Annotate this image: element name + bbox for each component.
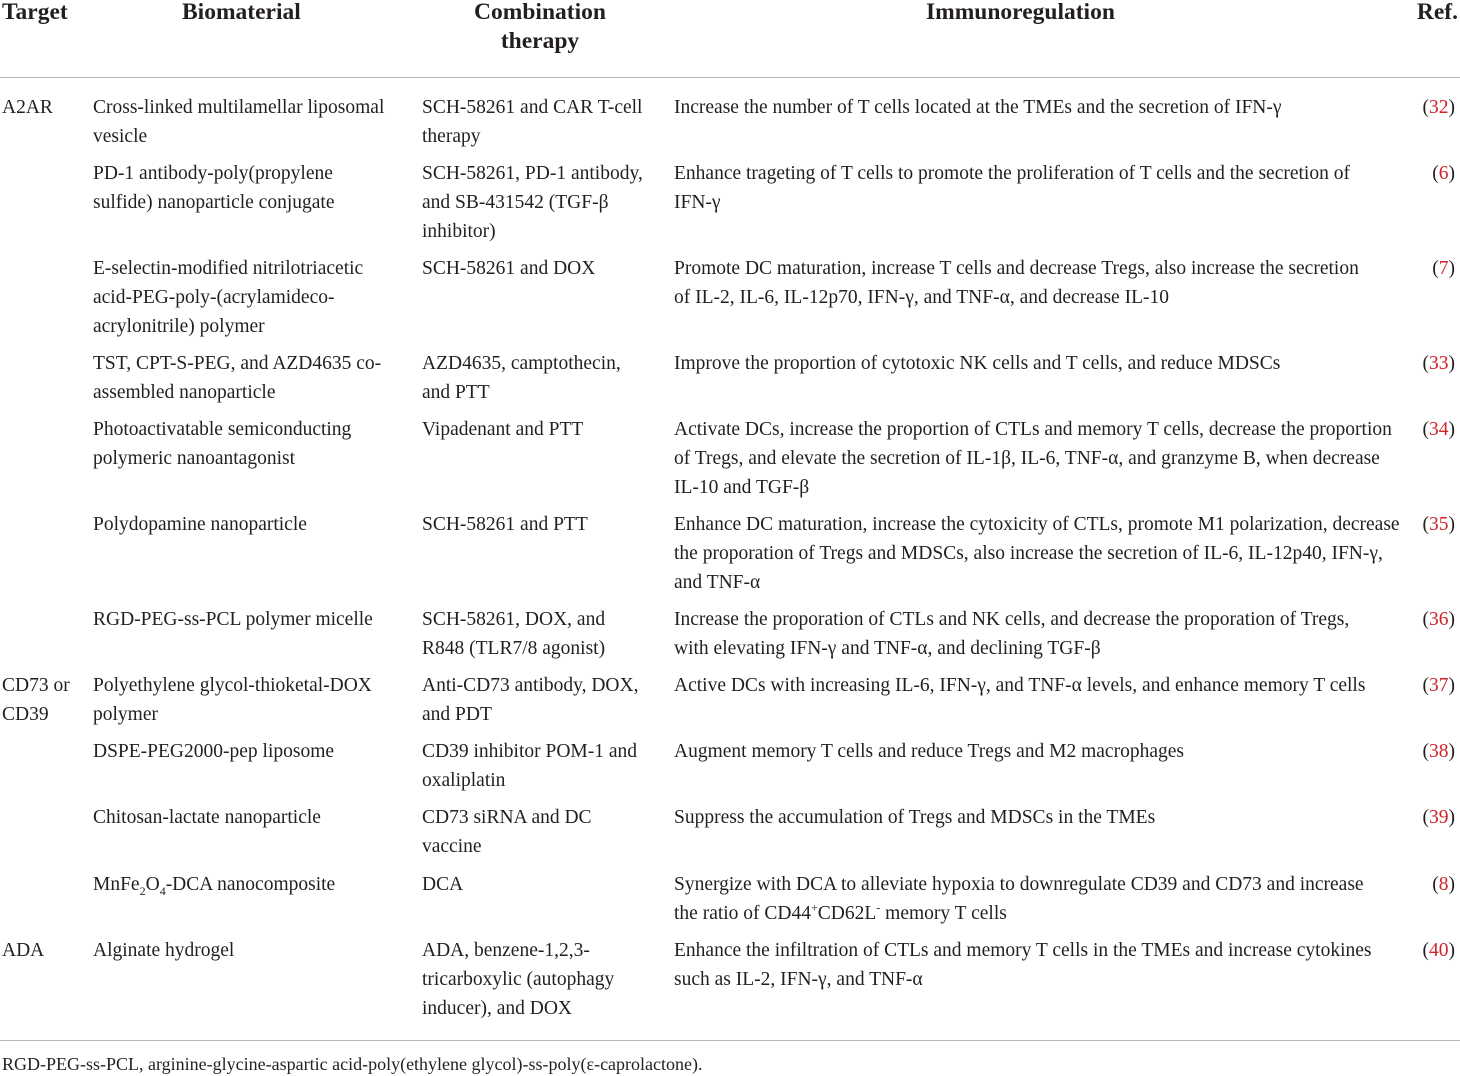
immunoregulation-cell: Enhance trageting of T cells to promote the proliferation of T cells and the secretion of IFN-γ <box>674 163 1350 213</box>
header-ref: Ref. <box>1416 0 1458 25</box>
ref-cell[interactable]: (40) <box>1422 940 1455 961</box>
ref-cell[interactable]: (35) <box>1422 514 1455 535</box>
combination-cell: DCA <box>422 874 464 895</box>
biomaterial-cell: Alginate hydrogel <box>93 940 235 961</box>
ref-link[interactable]: 8 <box>1438 874 1449 895</box>
ref-cell[interactable]: (6) <box>1432 163 1455 184</box>
header-combination-line1: Combination <box>474 0 606 25</box>
immunoregulation-cell: Synergize with DCA to alleviate hypoxia to downregulate CD39 and CD73 and increase the ratio of CD44+CD62L- memory T cells <box>674 874 1364 924</box>
biomaterial-cell: PD-1 antibody-poly(propylene sulfide) nanoparticle conjugate <box>93 163 335 213</box>
header-immunoregulation: Immunoregulation <box>926 0 1115 25</box>
immunoregulation-cell: Activate DCs, increase the proportion of CTLs and memory T cells, decrease the proportion of Tregs, and elevate the secretion of IL-1β, IL-6, TNF-α, and granzyme B, when decrease IL-10 and TGF-β <box>674 419 1392 498</box>
ref-link[interactable]: 35 <box>1429 514 1449 535</box>
combination-cell: SCH-58261, PD-1 antibody, and SB-431542 (TGF-β inhibitor) <box>422 163 643 242</box>
header-combination-therapy <box>464 0 616 56</box>
ref-link[interactable]: 34 <box>1429 419 1449 440</box>
table-footer-rule <box>0 1040 1460 1041</box>
ref-link[interactable]: 6 <box>1438 163 1449 184</box>
immunoregulation-cell: Improve the proportion of cytotoxic NK cells and T cells, and reduce MDSCs <box>674 353 1281 374</box>
target-cell: ADA <box>2 940 45 961</box>
header-target: Target <box>2 0 68 25</box>
combination-cell: Vipadenant and PTT <box>422 419 584 440</box>
ref-cell[interactable]: (7) <box>1432 258 1455 279</box>
ref-cell[interactable]: (37) <box>1422 675 1455 696</box>
biomaterial-cell: Polyethylene glycol-thioketal-DOX polymer <box>93 675 372 725</box>
combination-cell: SCH-58261, DOX, and R848 (TLR7/8 agonist) <box>422 609 606 659</box>
table-footnote: RGD-PEG-ss-PCL, arginine-glycine-aspartic acid-poly(ethylene glycol)-ss-poly(ε-caprolactone). <box>2 1054 703 1074</box>
ref-link[interactable]: 36 <box>1429 609 1449 630</box>
ref-cell[interactable]: (32) <box>1422 97 1455 118</box>
biomaterial-cell: TST, CPT-S-PEG, and AZD4635 co-assembled nanoparticle <box>93 353 382 403</box>
combination-cell: Anti-CD73 antibody, DOX, and PDT <box>422 675 639 725</box>
combination-cell: SCH-58261 and PTT <box>422 514 588 535</box>
combination-cell: ADA, benzene-1,2,3-tricarboxylic (autophagy inducer), and DOX <box>422 940 615 1019</box>
combination-cell: SCH-58261 and DOX <box>422 258 596 279</box>
ref-link[interactable]: 7 <box>1438 258 1449 279</box>
ref-link[interactable]: 33 <box>1429 353 1449 374</box>
immunoregulation-cell: Increase the number of T cells located at the TMEs and the secretion of IFN-γ <box>674 97 1282 118</box>
ref-link[interactable]: 40 <box>1429 940 1449 961</box>
ref-link[interactable]: 39 <box>1429 807 1449 828</box>
header-combination-line2: therapy <box>500 28 580 54</box>
immunoregulation-cell: Augment memory T cells and reduce Tregs and M2 macrophages <box>674 741 1184 762</box>
combination-cell: SCH-58261 and CAR T-cell therapy <box>422 97 643 147</box>
biomaterial-cell: RGD-PEG-ss-PCL polymer micelle <box>93 609 373 630</box>
ref-cell[interactable]: (33) <box>1422 353 1455 374</box>
ref-link[interactable]: 37 <box>1429 675 1449 696</box>
biomaterial-cell: Cross-linked multilamellar liposomal vesicle <box>93 97 385 147</box>
immunoregulation-cell: Active DCs with increasing IL-6, IFN-γ, and TNF-α levels, and enhance memory T cells <box>674 675 1366 696</box>
immunoregulation-cell: Enhance DC maturation, increase the cytoxicity of CTLs, promote M1 polarization, decrease the proporation of Tregs and MDSCs, also increase the secretion of IL-6, IL-12p40, IFN-γ, and TNF-α <box>674 514 1400 593</box>
biomaterial-cell: Chitosan-lactate nanoparticle <box>93 807 321 828</box>
immunoregulation-cell: Increase the proporation of CTLs and NK cells, and decrease the proporation of Tregs, with elevating IFN-γ and TNF-α, and declining TGF-β <box>674 609 1350 659</box>
combination-cell: CD39 inhibitor POM-1 and oxaliplatin <box>422 741 638 791</box>
immunoregulation-cell: Enhance the infiltration of CTLs and memory T cells in the TMEs and increase cytokines such as IL-2, IFN-γ, and TNF-α <box>674 940 1372 990</box>
biomaterial-cell: DSPE-PEG2000-pep liposome <box>93 741 335 762</box>
combination-cell: CD73 siRNA and DC vaccine <box>422 807 592 857</box>
target-cell: A2AR <box>2 97 53 118</box>
biomaterial-cell: E-selectin-modified nitrilotriacetic acid-PEG-poly-(acrylamideco-acrylonitrile) polymer <box>93 258 364 337</box>
table-header <box>0 0 1460 78</box>
ref-link[interactable]: 32 <box>1429 97 1449 118</box>
ref-cell[interactable]: (34) <box>1422 419 1455 440</box>
ref-cell[interactable]: (39) <box>1422 807 1455 828</box>
ref-cell[interactable]: (38) <box>1422 741 1455 762</box>
ref-cell[interactable]: (8) <box>1432 874 1455 895</box>
ref-link[interactable]: 38 <box>1429 741 1449 762</box>
biomaterial-cell: $MnFe_2O_4$-DCA nanocomposite <box>93 874 336 898</box>
target-cell: CD73 or CD39 <box>2 675 70 725</box>
header-biomaterial: Biomaterial <box>182 0 301 25</box>
combination-cell: AZD4635, camptothecin, and PTT <box>422 353 621 403</box>
biomaterial-cell: Polydopamine nanoparticle <box>93 514 307 535</box>
ref-cell[interactable]: (36) <box>1422 609 1455 630</box>
immunoregulation-cell: Promote DC maturation, increase T cells and decrease Tregs, also increase the secretion of IL-2, IL-6, IL-12p70, IFN-γ, and TNF-α, and decrease IL-10 <box>674 258 1359 308</box>
biomaterial-cell: Photoactivatable semiconducting polymeric nanoantagonist <box>93 419 352 469</box>
immunoregulation-cell: Suppress the accumulation of Tregs and MDSCs in the TMEs <box>674 807 1156 828</box>
